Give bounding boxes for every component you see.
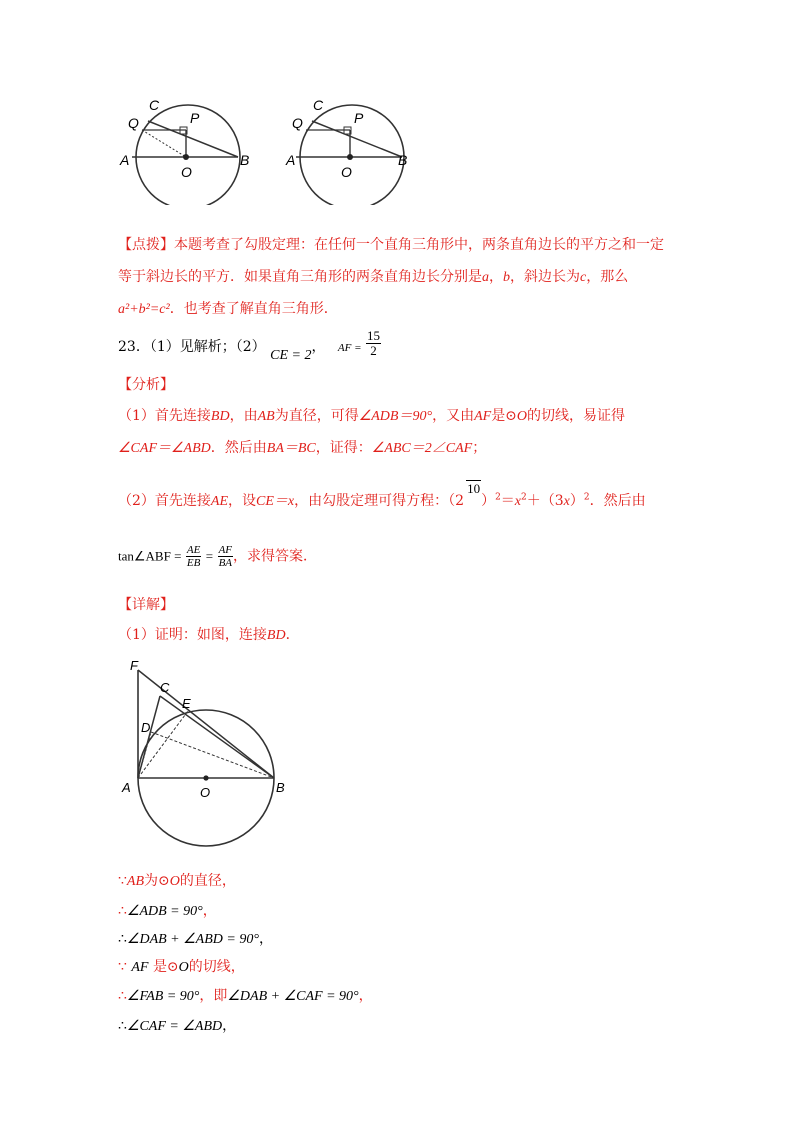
frac-denominator: EB	[186, 557, 201, 569]
proof-text: 的直径，	[179, 873, 236, 889]
analysis-sup: 2	[495, 492, 501, 503]
analysis-p2	[118, 481, 646, 510]
fig3-label-d: D	[141, 720, 151, 735]
hint-text-2c: ，斜边长为	[510, 269, 580, 285]
analysis-p1-line1	[118, 405, 625, 425]
frac-denominator: BA	[218, 557, 233, 569]
analysis-x: x	[563, 494, 570, 509]
proof-line-4	[118, 956, 245, 976]
analysis-tag: 【分析】	[118, 377, 174, 393]
proof-angle-sum: ∠DAB + ∠ABD = 90°	[126, 932, 259, 947]
analysis-x: x	[514, 494, 522, 509]
proof-line-6	[118, 1015, 236, 1035]
proof-therefore: ∴	[118, 931, 127, 947]
fig1-label-p: P	[190, 110, 200, 126]
q23-answer	[118, 327, 381, 363]
analysis-text: ，设	[228, 493, 257, 509]
proof-therefore: ∴	[118, 903, 127, 919]
analysis-ae: AE	[210, 494, 229, 509]
analysis-frac-af-ba	[218, 544, 233, 569]
analysis-tan-rest: ，求得答案．	[233, 548, 318, 565]
analysis-text: ）	[569, 493, 584, 509]
q23-ce-equation: CE = 2	[270, 348, 312, 363]
fig2-label-b: B	[398, 152, 408, 168]
proof-text: 为⊙	[144, 873, 170, 889]
detail-tag: 【详解】	[118, 597, 174, 613]
q23-af-fraction	[366, 329, 381, 358]
q23-number: 23．	[118, 339, 150, 355]
proof-text: ，	[222, 1018, 237, 1034]
analysis-sqrt-10: 10	[467, 481, 481, 496]
frac-numerator: AE	[186, 544, 201, 556]
hint-text-2b: ，	[489, 269, 503, 285]
detail-line-1	[118, 624, 300, 644]
analysis-angle-abc: ∠ABC＝2∠CAF	[371, 441, 473, 456]
detail-text: ．	[285, 627, 300, 643]
analysis-ba-bc: BA＝BC	[266, 441, 316, 456]
analysis-text: 为直径，可得	[274, 408, 359, 424]
q23-comma: ，	[311, 339, 326, 355]
analysis-p1-line2	[118, 437, 486, 457]
proof-text: 是⊙	[152, 959, 179, 975]
fig1-label-a: A	[120, 152, 130, 168]
analysis-af: AF	[474, 409, 492, 424]
proof-because: ∵	[118, 873, 127, 889]
proof-af: AF	[131, 960, 149, 975]
hint-formula: a²+b²=c²	[118, 302, 170, 317]
proof-o: O	[178, 960, 189, 975]
proof-line-1	[118, 870, 236, 890]
hint-text-2a: 等于斜边长的平方．如果直角三角形的两条直角边长分别是	[118, 269, 482, 285]
hint-var-c: c	[580, 270, 587, 285]
analysis-text: ＝	[500, 493, 515, 509]
analysis-text: ，证得：	[315, 440, 372, 456]
hint-line-2	[118, 266, 628, 286]
hint-text-1: 本题考查了勾股定理：在任何一个直角三角形中，两条直角边长的平方之和一定	[174, 237, 664, 253]
fig3-label-c: C	[160, 680, 170, 695]
hint-var-b: b	[503, 270, 510, 285]
detail-bd: BD	[266, 628, 286, 643]
circle-figure-3	[118, 656, 298, 856]
q23-part1: （1）见解析；（2）	[149, 339, 266, 355]
hint-line-3	[118, 298, 338, 318]
fig1-label-b: B	[240, 152, 250, 168]
analysis-text: ，由	[229, 408, 258, 424]
fig1-label-o: O	[181, 164, 192, 180]
analysis-angle-adb: ∠ADB＝90°	[358, 409, 433, 424]
proof-angle-fab: ∠FAB = 90°	[126, 989, 200, 1004]
proof-line-3	[118, 928, 273, 948]
proof-o: O	[169, 874, 180, 889]
q23-af-numerator: 15	[366, 327, 380, 343]
analysis-text: ，又由	[432, 408, 475, 424]
fig3-label-a: A	[122, 780, 131, 795]
fig2-label-p: P	[354, 110, 364, 126]
fig2-label-c: C	[313, 97, 324, 113]
proof-ab: AB	[126, 874, 145, 889]
analysis-text: ．然后由	[589, 493, 646, 509]
analysis-ab: AB	[257, 409, 275, 424]
analysis-angle-caf: ∠CAF＝∠ABD	[118, 441, 211, 456]
analysis-tan-left: tan∠ABF =	[118, 548, 182, 564]
proof-text: ，	[258, 931, 273, 947]
analysis-text: ）	[481, 493, 496, 509]
proof-text: ，	[358, 988, 373, 1004]
analysis-equals: =	[205, 548, 214, 564]
analysis-text: ；	[472, 440, 487, 456]
analysis-text: ．然后由	[210, 440, 267, 456]
q23-af-left: AF =	[337, 342, 362, 354]
circle-figure-2	[282, 95, 422, 205]
proof-therefore: ∴	[118, 988, 127, 1004]
hint-text-3: ．也考查了解直角三角形．	[169, 301, 338, 317]
analysis-frac-ae-eb	[186, 544, 201, 569]
analysis-o: O	[516, 409, 528, 424]
detail-text: （1）证明：如图，连接	[118, 627, 267, 643]
analysis-bd: BD	[210, 409, 230, 424]
fig3-label-e: E	[182, 696, 191, 711]
proof-line-5	[118, 985, 373, 1005]
analysis-text: （1）首先连接	[118, 408, 211, 424]
frac-numerator: AF	[218, 544, 233, 556]
proof-text: 的切线，	[188, 959, 245, 975]
circle-figure-1	[118, 95, 258, 205]
proof-angle-caf-abd: ∠CAF = ∠ABD	[126, 1019, 223, 1034]
hint-text-2d: ，那么	[586, 269, 629, 285]
analysis-tan-line	[118, 544, 317, 569]
fig3-label-b: B	[276, 780, 285, 795]
proof-because: ∵	[118, 959, 127, 975]
fig2-label-o: O	[341, 164, 352, 180]
analysis-sup: 2	[583, 492, 590, 503]
analysis-text: 的切线，易证得	[527, 408, 626, 424]
fig2-label-a: A	[286, 152, 296, 168]
analysis-ce-x: CE＝x	[256, 494, 295, 509]
proof-angle-sum-2: ∠DAB + ∠CAF = 90°	[227, 989, 359, 1004]
fig3-label-f: F	[130, 658, 138, 673]
fig2-label-q: Q	[292, 115, 303, 131]
proof-line-2	[118, 900, 217, 920]
hint-var-a: a	[482, 270, 489, 285]
analysis-text: ＋（3	[526, 493, 564, 509]
proof-text: ，即	[199, 988, 228, 1004]
proof-angle-adb: ∠ADB = 90°	[126, 904, 203, 919]
hint-line-1	[118, 234, 664, 254]
proof-therefore: ∴	[118, 1018, 127, 1034]
proof-text: ，	[202, 903, 217, 919]
analysis-text: ，由勾股定理可得方程：（2	[294, 493, 465, 509]
q23-af-denominator: 2	[370, 342, 377, 358]
fig1-label-q: Q	[128, 115, 139, 131]
analysis-sup: 2	[521, 492, 527, 503]
analysis-text: 是⊙	[491, 408, 517, 424]
analysis-text: （2）首先连接	[118, 493, 211, 509]
hint-tag: 【点拨】	[118, 237, 174, 253]
fig1-label-c: C	[149, 97, 160, 113]
fig3-label-o: O	[200, 785, 211, 800]
